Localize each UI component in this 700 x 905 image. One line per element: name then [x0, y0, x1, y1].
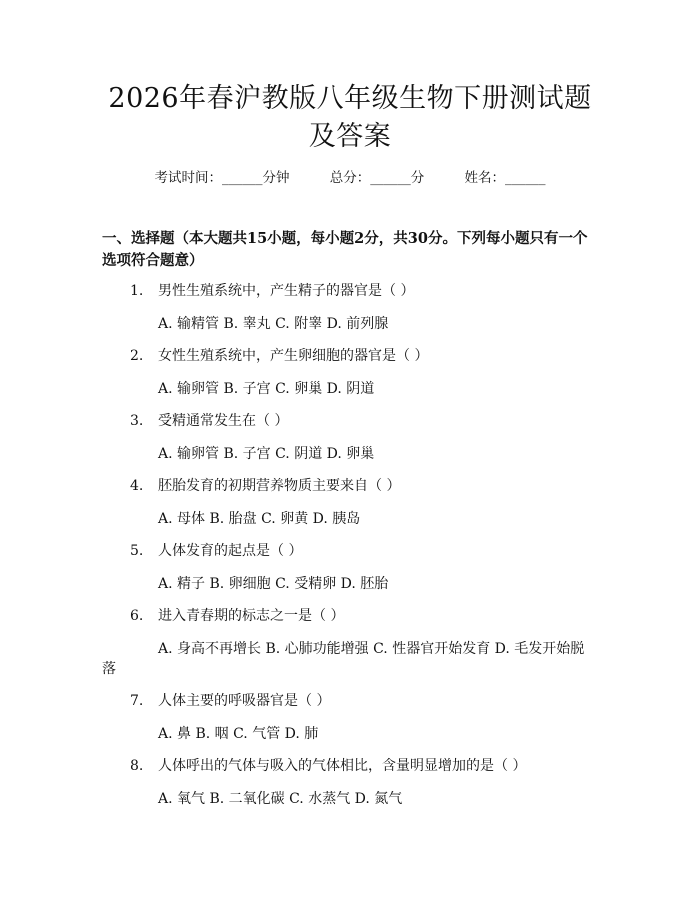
- question-text: 进入青春期的标志之一是（ ）: [158, 608, 345, 624]
- question-stem: [102, 476, 597, 496]
- question-text: 人体发育的起点是（ ）: [158, 543, 303, 559]
- question-number: 7.: [130, 693, 144, 709]
- question-text: 男性生殖系统中，产生精子的器官是（ ）: [158, 283, 415, 299]
- question-number: 5.: [130, 543, 144, 559]
- question-text: 人体主要的呼吸器官是（ ）: [158, 693, 331, 709]
- question-options: A. 输卵管 B. 子宫 C. 卵巢 D. 阴道: [158, 381, 375, 397]
- question-number: 2.: [130, 348, 144, 364]
- question-stem: [102, 281, 597, 301]
- question-stem: [102, 691, 597, 711]
- question-item: [102, 691, 597, 744]
- question-options: A. 精子 B. 卵细胞 C. 受精卵 D. 胚胎: [158, 576, 389, 592]
- question-item: [102, 281, 597, 334]
- question-stem: [102, 606, 597, 626]
- student-name-field: 姓名：______: [464, 170, 546, 186]
- question-options: A. 身高不再增长 B. 心肺功能增强 C. 性器官开始发育 D. 毛发开始脱落: [102, 641, 585, 677]
- question-stem: [102, 346, 597, 366]
- document-title: 2026年春沪教版八年级生物下册测试题及答案: [108, 83, 592, 152]
- question-text: 人体呼出的气体与吸入的气体相比，含量明显增加的是（ ）: [158, 758, 527, 774]
- question-options: A. 母体 B. 胎盘 C. 卵黄 D. 胰岛: [158, 511, 361, 527]
- exam-meta: [0, 168, 700, 188]
- question-stem: [102, 756, 597, 776]
- section-heading: 一、选择题（本大题共15小题，每小题2分，共30分。下列每小题只有一个选项符合题意）: [102, 230, 588, 269]
- question-text: 受精通常发生在（ ）: [158, 413, 289, 429]
- question-item: [102, 541, 597, 594]
- question-number: 4.: [130, 478, 144, 494]
- question-number: 8.: [130, 758, 144, 774]
- question-list: [102, 281, 597, 821]
- question-item: [102, 756, 597, 809]
- total-score-field: 总分：______分: [329, 170, 425, 186]
- question-options: A. 氧气 B. 二氧化碳 C. 水蒸气 D. 氮气: [158, 791, 403, 807]
- question-stem: [102, 411, 597, 431]
- question-item: [102, 476, 597, 529]
- question-item: [102, 606, 597, 679]
- question-number: 1.: [130, 283, 144, 299]
- question-stem: [102, 541, 597, 561]
- question-text: 胚胎发育的初期营养物质主要来自（ ）: [158, 478, 401, 494]
- question-options: A. 鼻 B. 咽 C. 气管 D. 肺: [158, 726, 319, 742]
- question-options: A. 输精管 B. 睾丸 C. 附睾 D. 前列腺: [158, 316, 389, 332]
- question-options: A. 输卵管 B. 子宫 C. 阴道 D. 卵巢: [158, 446, 375, 462]
- question-number: 6.: [130, 608, 144, 624]
- question-item: [102, 346, 597, 399]
- question-number: 3.: [130, 413, 144, 429]
- question-text: 女性生殖系统中，产生卵细胞的器官是（ ）: [158, 348, 429, 364]
- exam-time-field: 考试时间：______分钟: [154, 170, 290, 186]
- question-item: [102, 411, 597, 464]
